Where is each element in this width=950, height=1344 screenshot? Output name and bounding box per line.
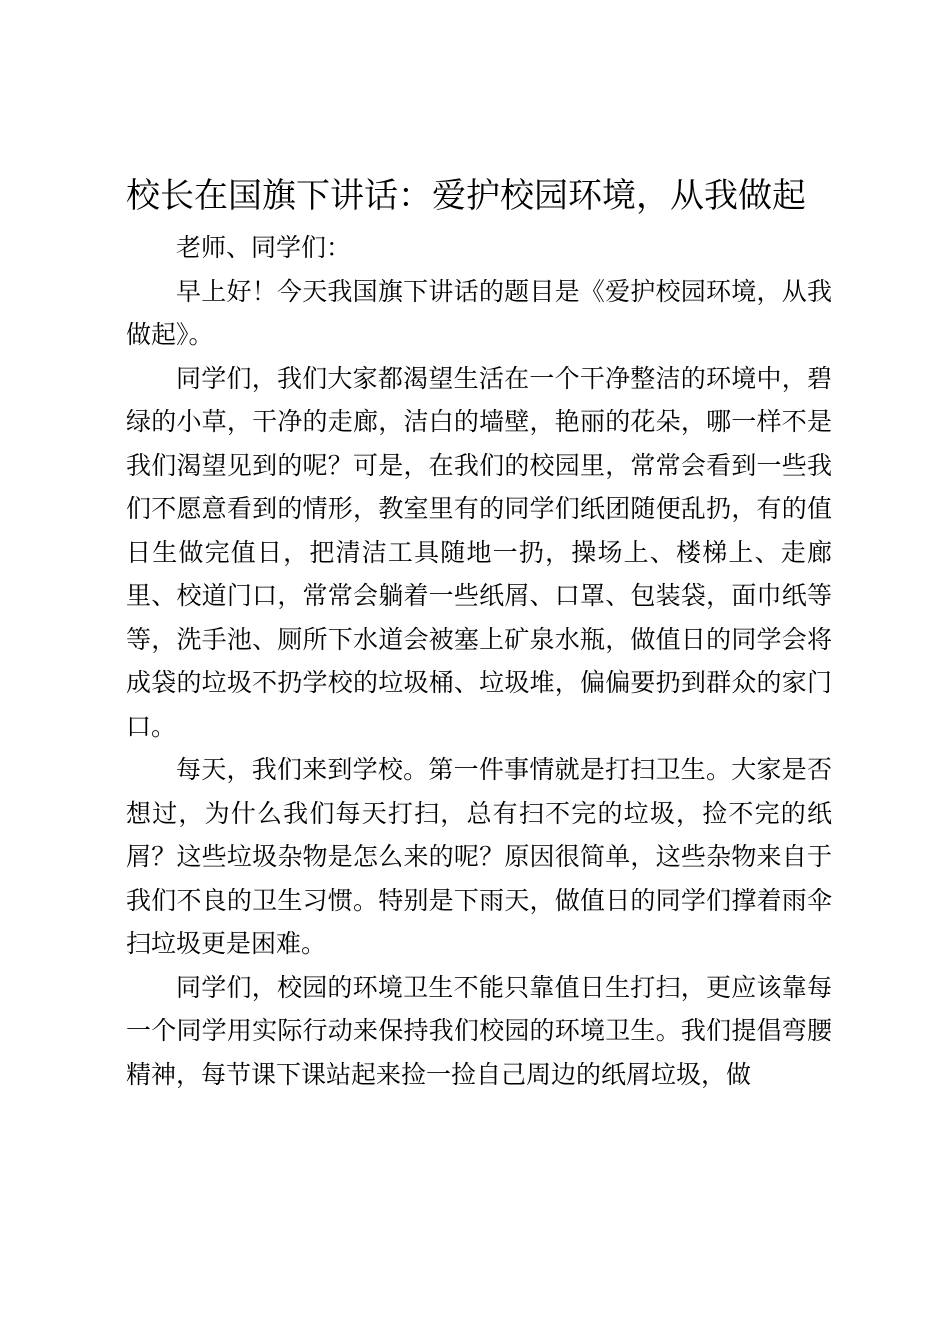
paragraph-greeting: 老师、同学们： bbox=[176, 233, 352, 262]
paragraph-call-to-action: 同学们，校园的环境卫生不能只靠值日生打扫，更应该靠每一个同学用实际行动来保持我们校园的环境卫生。我们提倡弯腰精神，每节课下课站起来捡一捡自己周边的纸屑垃圾，做 bbox=[126, 972, 832, 1089]
document-title: 校长在国旗下讲话：爱护校园环境，从我做起 bbox=[126, 176, 806, 216]
paragraph-daily-cleaning: 每天，我们来到学校。第一件事情就是打扫卫生。大家是否想过，为什么我们每天打扫，总有扫不完的垃圾，捡不完的纸屑？这些垃圾杂物是怎么来的呢？原因很简单，这些杂物来自于我们不良的卫生习惯。特别是下雨天，做值日的同学们撑着雨伞扫垃圾更是困难。 bbox=[126, 755, 832, 958]
paragraph-intro: 早上好！今天我国旗下讲话的题目是《爱护校园环境，从我做起》。 bbox=[126, 276, 832, 349]
document-body bbox=[126, 226, 832, 1096]
paragraph-problem: 同学们，我们大家都渴望生活在一个干净整洁的环境中，碧绿的小草，干净的走廊，洁白的墙壁，艳丽的花朵，哪一样不是我们渴望见到的呢？可是，在我们的校园里，常常会看到一些我们不愿意看到的情形，教室里有的同学们纸团随便乱扔，有的值日生做完值日，把清洁工具随地一扔，操场上、楼梯上、走廊里、校道门口，常常会躺着一些纸屑、口罩、包装袋，面巾纸等等，洗手池、厕所下水道会被塞上矿泉水瓶，做值日的同学会将成袋的垃圾不扔学校的垃圾桶、垃圾堆，偏偏要扔到群众的家门口。 bbox=[126, 363, 832, 741]
